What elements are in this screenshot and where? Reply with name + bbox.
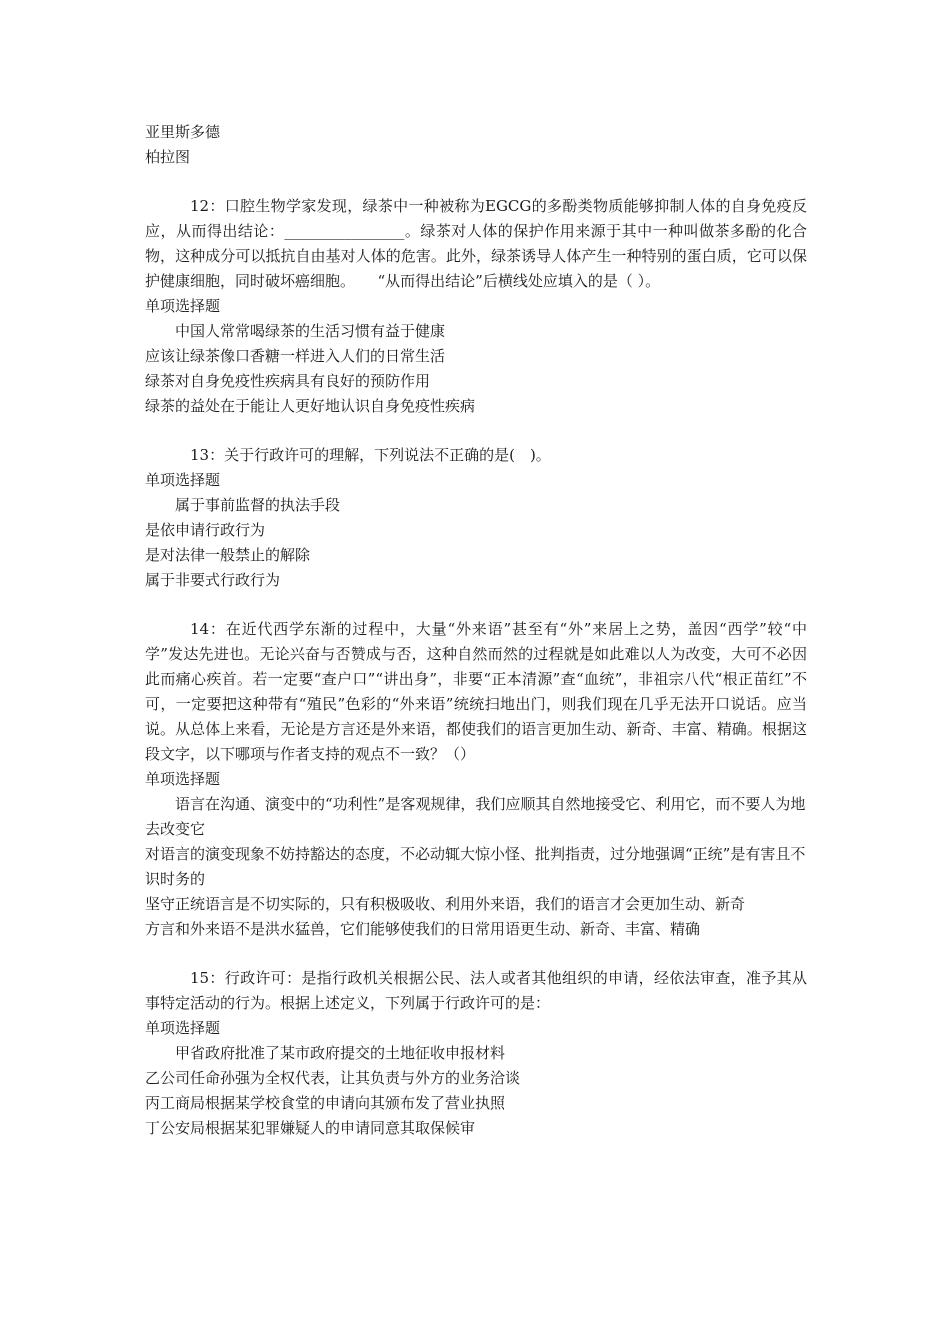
option: 属于非要式行政行为 <box>145 571 281 589</box>
question-type: 单项选择题 <box>145 297 221 315</box>
option: 属于事前监督的执法手段 <box>175 496 341 514</box>
option: 丁公安局根据某犯罪嫌疑人的申请同意其取保候审 <box>145 1119 476 1137</box>
option: 甲省政府批准了某市政府提交的土地征收申报材料 <box>175 1044 506 1062</box>
option: 方言和外来语不是洪水猛兽，它们能够使我们的日常用语更生动、新奇、丰富、精确 <box>145 920 701 938</box>
document-page <box>145 120 807 1141</box>
option: 乙公司任命孙强为全权代表，让其负责与外方的业务洽谈 <box>145 1069 521 1087</box>
option: 坚守正统语言是不切实际的，只有积极吸收、利用外来语，我们的语言才会更加生动、新奇 <box>145 895 746 913</box>
option: 绿茶对自身免疫性疾病具有良好的预防作用 <box>145 372 431 390</box>
question-stem: 12：口腔生物学家发现，绿茶中一种被称为EGCG的多酚类物质能够抑制人体的自身免疫反应，从而得出结论：________________。绿茶对人体的保护作用来源于其中一种叫做茶多酚的化合物，这种成分可以抵抗自由基对人体的危害。此外，绿茶诱导人体产生一种特别的蛋白质，它可以保护健康细胞，同时破坏癌细胞。 “从而得出结论”后横线处应填入的是（ ）。 <box>145 197 807 290</box>
question-type: 单项选择题 <box>145 1019 221 1037</box>
question-13 <box>145 443 807 593</box>
question-14 <box>145 617 807 942</box>
question-stem: 13：关于行政许可的理解，下列说法不正确的是( )。 <box>190 446 551 464</box>
question-stem: 15：行政许可：是指行政机关根据公民、法人或者其他组织的申请，经依法审查，准予其从事特定活动的行为。根据上述定义，下列属于行政许可的是： <box>145 969 807 1012</box>
option: 是依申请行政行为 <box>145 521 266 539</box>
option: 语言在沟通、演变中的“功利性”是客观规律，我们应顺其自然地接受它、利用它，而不要人为地去改变它 <box>145 795 806 838</box>
question-type: 单项选择题 <box>145 770 221 788</box>
question-type: 单项选择题 <box>145 471 221 489</box>
question-12 <box>145 194 807 419</box>
option: 丙工商局根据某学校食堂的申请向其颁布发了营业执照 <box>145 1094 506 1112</box>
option: 中国人常常喝绿茶的生活习惯有益于健康 <box>175 322 446 340</box>
option: 应该让绿茶像口香糖一样进入人们的日常生活 <box>145 347 446 365</box>
intro-line: 亚里斯多德 <box>145 123 221 141</box>
question-15 <box>145 966 807 1141</box>
option: 是对法律一般禁止的解除 <box>145 546 311 564</box>
intro-line: 柏拉图 <box>145 148 191 166</box>
option: 绿茶的益处在于能让人更好地认识自身免疫性疾病 <box>145 397 476 415</box>
option: 对语言的演变现象不妨持豁达的态度，不必动辄大惊小怪、批判指责，过分地强调“正统”是有害且不识时务的 <box>145 845 806 888</box>
question-stem: 14：在近代西学东渐的过程中，大量“外来语”甚至有“外”来居上之势，盖因“西学”较“中学”发达先进也。无论兴奋与否赞成与否，这种自然而然的过程就是如此难以人为改变，大可不必因此而痛心疾首。若一定要“查户口”“讲出身”，非要“正本清源”查“血统”，非祖宗八代“根正苗红”不可，一定要把这种带有“殖民”色彩的“外来语”统统扫地出门，则我们现在几乎无法开口说话。应当说。从总体上来看，无论是方言还是外来语，都使我们的语言更加生动、新奇、丰富、精确。根据这段文字，以下哪项与作者支持的观点不一致？（） <box>145 620 807 763</box>
